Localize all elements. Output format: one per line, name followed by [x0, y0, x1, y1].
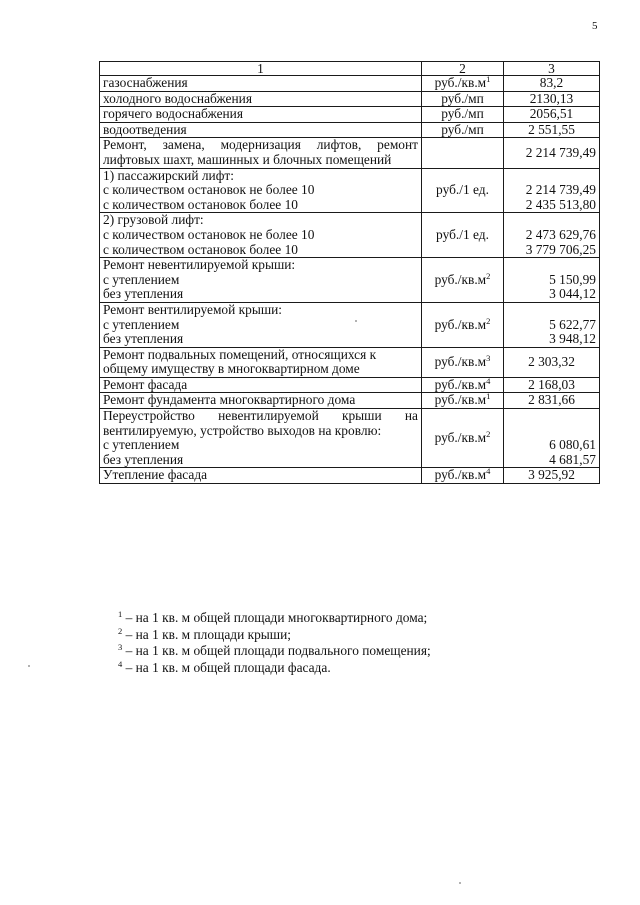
work-name: холодного водоснабжения — [100, 91, 422, 107]
unit-text: руб./кв.м — [434, 75, 487, 90]
work-name — [100, 168, 422, 213]
table-row — [100, 122, 600, 138]
price-value: 2 473 629,76 — [525, 226, 596, 242]
unit-text: руб./мп — [422, 122, 504, 138]
price-value: 5 622,77 — [549, 316, 596, 332]
work-name — [100, 213, 422, 258]
price-value: 2130,13 — [504, 91, 600, 107]
work-name — [100, 258, 422, 303]
work-name-line: без утепления — [103, 451, 184, 467]
unit-text: руб./кв.м — [434, 271, 487, 287]
price-value: 2 214 739,49 — [504, 138, 600, 168]
work-name-line: без утепления — [103, 331, 184, 347]
footnote-text: – на 1 кв. м общей площади фасада. — [122, 659, 331, 675]
price-value: 83,2 — [504, 76, 600, 92]
unit-cell — [422, 76, 504, 92]
price-value: 3 925,92 — [504, 468, 600, 484]
price-value: 3 948,12 — [549, 331, 596, 347]
table-row — [100, 213, 600, 258]
unit-cell — [422, 409, 504, 468]
price-value — [507, 213, 596, 228]
unit-text: руб./кв.м — [434, 353, 487, 369]
unit-text: руб./1 ед. — [422, 213, 504, 258]
price-value: 3 779 706,25 — [525, 241, 596, 257]
price-value — [507, 169, 596, 184]
table-row — [100, 76, 600, 92]
unit-text: руб./кв.м — [434, 467, 487, 483]
unit-footnote-mark: 2 — [486, 270, 491, 281]
footnote-text: – на 1 кв. м общей площади подвального помещения; — [122, 643, 431, 658]
price-value: 6 080,61 — [549, 437, 596, 453]
price-value: 2 435 513,80 — [525, 196, 596, 212]
work-name-line: с количеством остановок не более 10 — [103, 182, 315, 198]
price-values — [504, 168, 600, 213]
work-name — [100, 302, 422, 347]
footnote-text: – на 1 кв. м общей площади многоквартирного дома; — [122, 610, 428, 625]
table-row — [100, 347, 600, 377]
work-name: водоотведения — [100, 122, 422, 138]
price-values — [504, 302, 600, 347]
unit-footnote-mark: 3 — [486, 352, 491, 363]
unit-footnote-mark: 1 — [486, 391, 491, 402]
footnote-mark: 3 — [118, 642, 123, 652]
table-row — [100, 393, 600, 409]
price-value: 5 150,99 — [549, 271, 596, 287]
table-row — [100, 168, 600, 213]
table-row — [100, 377, 600, 393]
unit-text: руб./1 ед. — [422, 168, 504, 213]
work-name-line: с утеплением — [103, 316, 180, 332]
footnote — [118, 610, 431, 627]
unit-text: руб./кв.м — [434, 429, 487, 445]
table-header-row — [100, 62, 600, 76]
work-name-line: без утепления — [103, 286, 184, 302]
scan-speck — [28, 665, 30, 667]
work-name: Ремонт фасада — [100, 377, 422, 393]
table-row — [100, 468, 600, 484]
price-value — [507, 303, 596, 318]
price-value — [507, 258, 596, 273]
footnote-mark: 2 — [118, 625, 123, 636]
unit-cell — [422, 302, 504, 347]
work-name-line: с количеством остановок более 10 — [103, 241, 298, 257]
table-row — [100, 91, 600, 107]
footnote — [118, 627, 431, 644]
table-row — [100, 302, 600, 347]
price-value: 2056,51 — [504, 107, 600, 123]
footnote — [118, 643, 431, 660]
price-value: 2 831,66 — [504, 393, 600, 409]
column-number-1: 1 — [100, 62, 422, 76]
price-value: 2 551,55 — [504, 122, 600, 138]
work-name-line: с количеством остановок более 10 — [103, 196, 298, 212]
unit-cell — [422, 393, 504, 409]
unit-footnote-mark: 2 — [486, 428, 491, 439]
table-row — [100, 107, 600, 123]
price-values — [504, 258, 600, 303]
work-name-line: с утеплением — [103, 271, 180, 287]
scan-speck — [459, 882, 461, 884]
price-value: 3 044,12 — [549, 286, 596, 302]
work-name-intro: Переустройство невентилируемой крыши на вентилируемую, устройство выходов на кровлю: — [103, 408, 418, 438]
work-name-line: с утеплением — [103, 437, 180, 453]
work-name — [100, 409, 422, 468]
page-number: 5 — [592, 20, 598, 32]
price-value: 2 214 739,49 — [525, 182, 596, 198]
column-number-3: 3 — [504, 62, 600, 76]
work-name-line: Ремонт невентилируемой крыши: — [103, 257, 296, 273]
work-name-line: 2) грузовой лифт: — [103, 212, 204, 228]
price-values — [504, 409, 600, 468]
unit-text: руб./кв.м — [434, 316, 487, 332]
unit-text: руб./мп — [422, 107, 504, 123]
rates-table — [99, 61, 600, 484]
unit-cell — [422, 258, 504, 303]
work-name: Утепление фасада — [100, 468, 422, 484]
footnote-text: – на 1 кв. м площади крыши; — [122, 626, 292, 642]
work-name-line: 1) пассажирский лифт: — [103, 167, 234, 183]
price-value: 2 303,32 — [504, 347, 600, 377]
column-number-2: 2 — [422, 62, 504, 76]
price-values — [504, 213, 600, 258]
unit-text: руб./кв.м — [434, 392, 487, 408]
table-row — [100, 138, 600, 168]
work-name-line: с количеством остановок не более 10 — [103, 226, 315, 242]
unit-footnote-mark: 4 — [486, 466, 491, 477]
work-name: горячего водоснабжения — [100, 107, 422, 123]
unit-footnote-mark: 2 — [486, 315, 491, 326]
footnote-mark: 4 — [118, 658, 123, 669]
work-name-line: Ремонт вентилируемой крыши: — [103, 301, 283, 317]
table-row — [100, 258, 600, 303]
scan-speck — [355, 320, 357, 322]
unit-text — [422, 138, 504, 168]
work-name: Ремонт, замена, модернизация лифтов, ремонт лифтовых шахт, машинных и блочных помещений — [100, 138, 422, 168]
footnote-mark: 1 — [118, 609, 123, 619]
price-value: 2 168,03 — [504, 377, 600, 393]
unit-footnote-mark: 4 — [486, 375, 491, 386]
unit-cell — [422, 347, 504, 377]
footnotes — [118, 610, 431, 676]
unit-text: руб./кв.м — [434, 376, 487, 392]
unit-footnote-mark: 1 — [486, 74, 491, 84]
unit-cell — [422, 468, 504, 484]
work-name: Ремонт фундамента многоквартирного дома — [100, 393, 422, 409]
price-value: 4 681,57 — [549, 451, 596, 467]
footnote — [118, 660, 431, 677]
work-name: газоснабжения — [100, 76, 422, 92]
unit-text: руб./мп — [422, 91, 504, 107]
work-name: Ремонт подвальных помещений, относящихся к общему имуществу в многоквартирном доме — [100, 347, 422, 377]
unit-cell — [422, 377, 504, 393]
table-row — [100, 409, 600, 468]
